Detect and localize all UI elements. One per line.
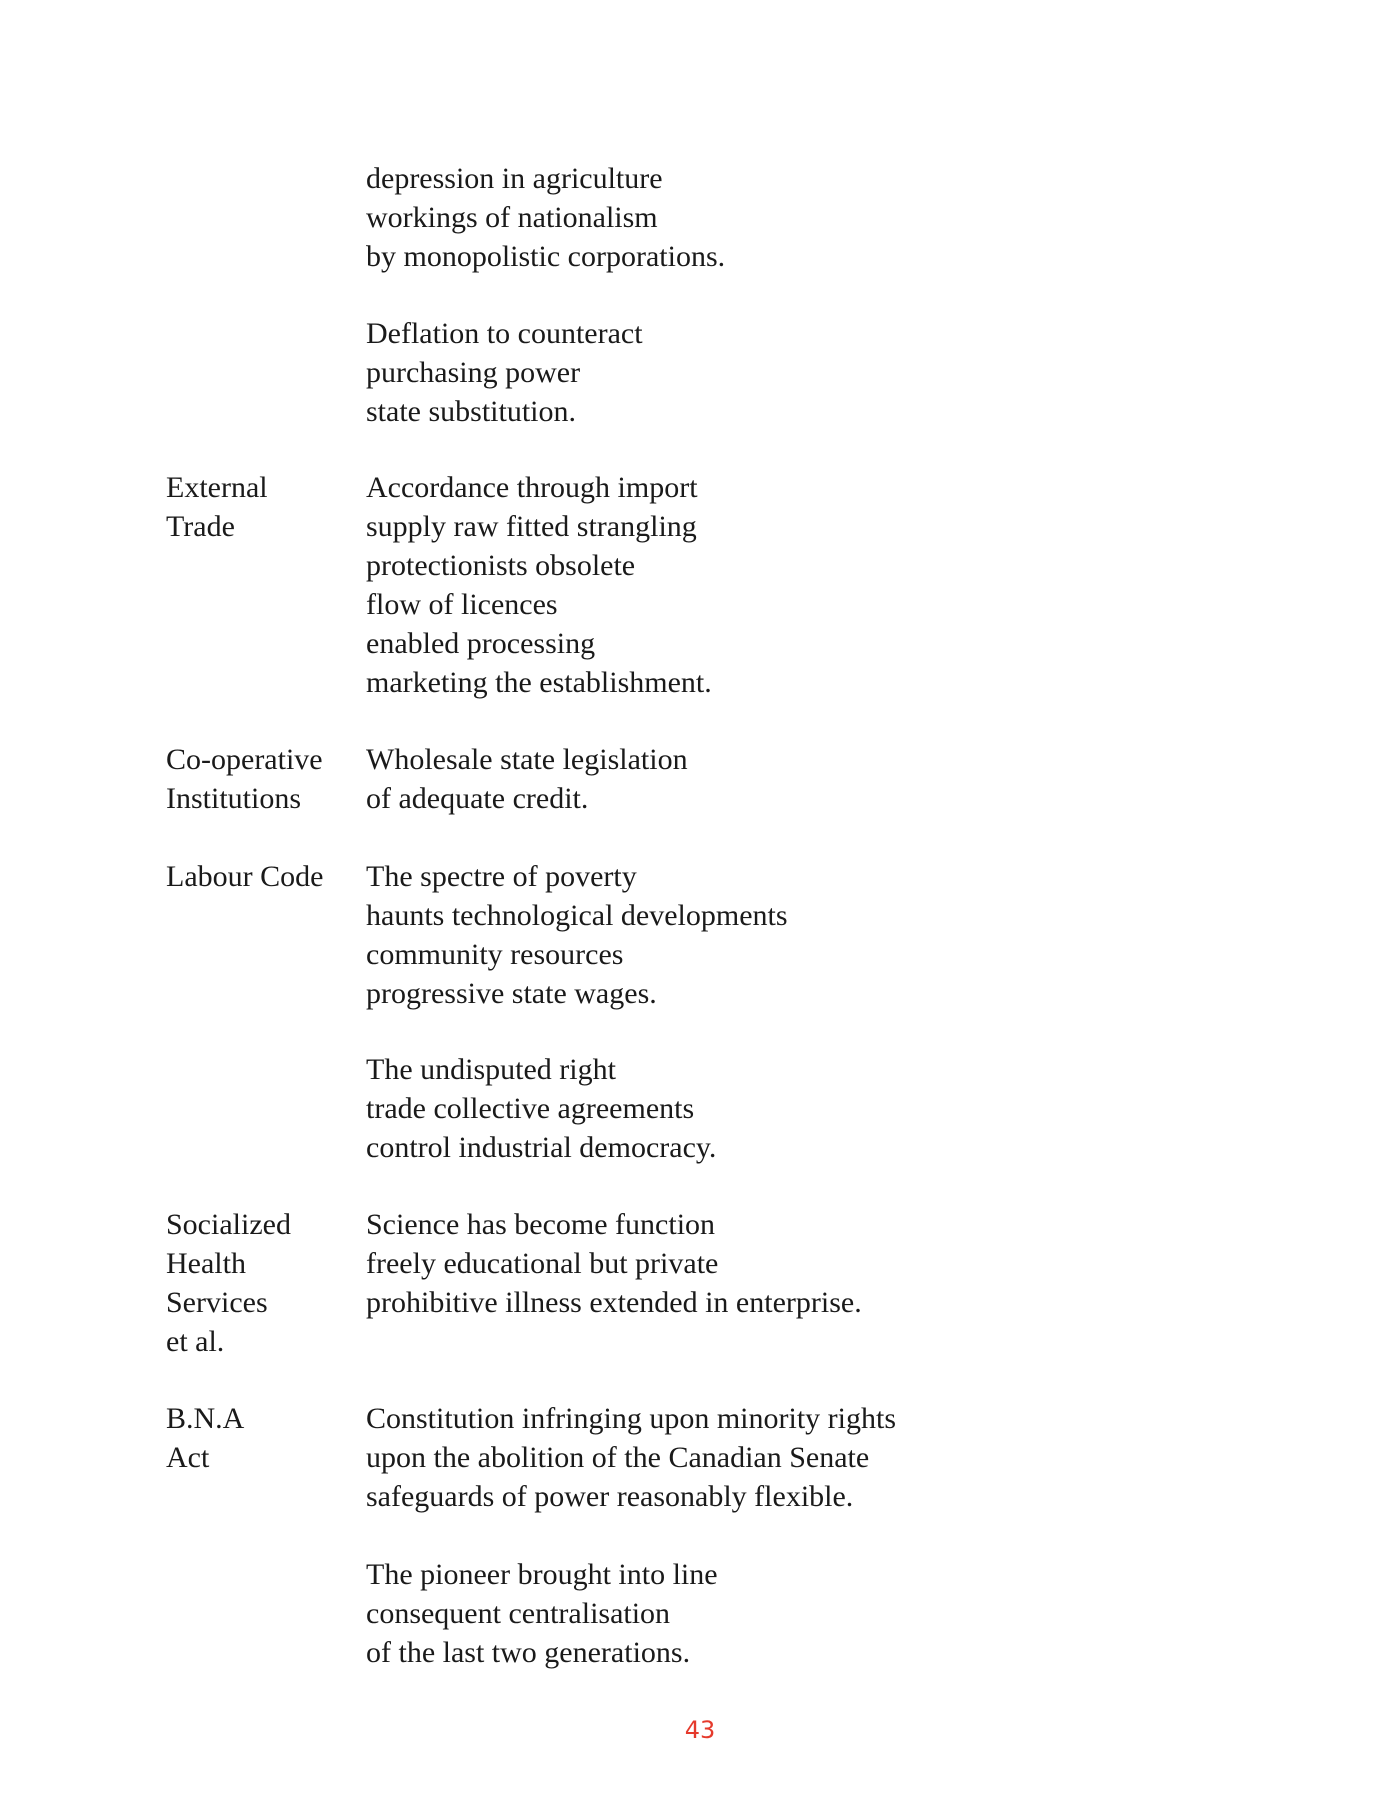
label-line: Co-operative: [166, 743, 323, 776]
label-line: Health: [166, 1246, 246, 1280]
text-line: haunts technological developments: [366, 898, 788, 932]
label-line: B.N.A: [166, 1402, 245, 1435]
paragraph-cooperative: [366, 741, 688, 819]
label-line: External: [166, 471, 268, 504]
text-line: supply raw fitted strangling: [366, 509, 697, 543]
section-label-bna-act: [166, 1400, 244, 1478]
paragraph-deflation: [366, 315, 643, 432]
text-line: flow of licences: [366, 587, 558, 621]
text-line: progressive state wages.: [366, 976, 657, 1010]
page-number: 43: [684, 1716, 716, 1744]
text-line: of the last two generations.: [366, 1635, 691, 1669]
text-line: purchasing power: [366, 355, 581, 389]
text-line: by monopolistic corporations.: [366, 239, 726, 273]
text-line: upon the abolition of the Canadian Senate: [366, 1440, 870, 1474]
text-line: Constitution infringing upon minority rights: [366, 1402, 897, 1435]
text-line: safeguards of power reasonably flexible.: [366, 1479, 854, 1513]
label-line: Act: [166, 1440, 210, 1474]
text-line: consequent centralisation: [366, 1596, 671, 1630]
label-line: Labour Code: [166, 860, 324, 893]
paragraph-labour-right: [366, 1051, 716, 1168]
text-line: The undisputed right: [366, 1053, 616, 1086]
text-line: marketing the establishment.: [366, 665, 712, 699]
paragraph-bna-constitution: [366, 1400, 896, 1517]
paragraph-bna-pioneer: [366, 1556, 718, 1673]
text-line: community resources: [366, 937, 624, 971]
text-line: The spectre of poverty: [366, 860, 637, 893]
paragraph-external-trade: [366, 469, 712, 702]
section-label-external-trade: [166, 469, 268, 547]
paragraph-depression: [366, 160, 725, 277]
label-line: Services: [166, 1285, 268, 1319]
text-line: state substitution.: [366, 394, 576, 428]
text-line: Deflation to counteract: [366, 317, 643, 350]
text-line: Science has become function: [366, 1208, 716, 1241]
text-line: Accordance through import: [366, 471, 698, 504]
text-line: The pioneer brought into line: [366, 1558, 718, 1591]
text-line: prohibitive illness extended in enterprise.: [366, 1285, 862, 1319]
label-line: Trade: [166, 509, 235, 543]
text-line: Wholesale state legislation: [366, 743, 688, 776]
paragraph-socialized-health: [366, 1206, 862, 1323]
label-line: et al.: [166, 1324, 225, 1358]
text-line: workings of nationalism: [366, 200, 658, 234]
section-label-labour-code: [166, 858, 323, 897]
section-label-cooperative-institutions: [166, 741, 323, 819]
text-line: of adequate credit.: [366, 781, 589, 815]
section-label-socialized-health: [166, 1206, 291, 1362]
paragraph-labour-spectre: [366, 858, 788, 1014]
text-line: trade collective agreements: [366, 1091, 695, 1125]
text-line: control industrial democracy.: [366, 1130, 717, 1164]
text-line: protectionists obsolete: [366, 548, 636, 582]
text-line: enabled processing: [366, 626, 596, 660]
text-line: depression in agriculture: [366, 162, 663, 195]
label-line: Socialized: [166, 1208, 291, 1241]
label-line: Institutions: [166, 781, 302, 815]
text-line: freely educational but private: [366, 1246, 719, 1280]
